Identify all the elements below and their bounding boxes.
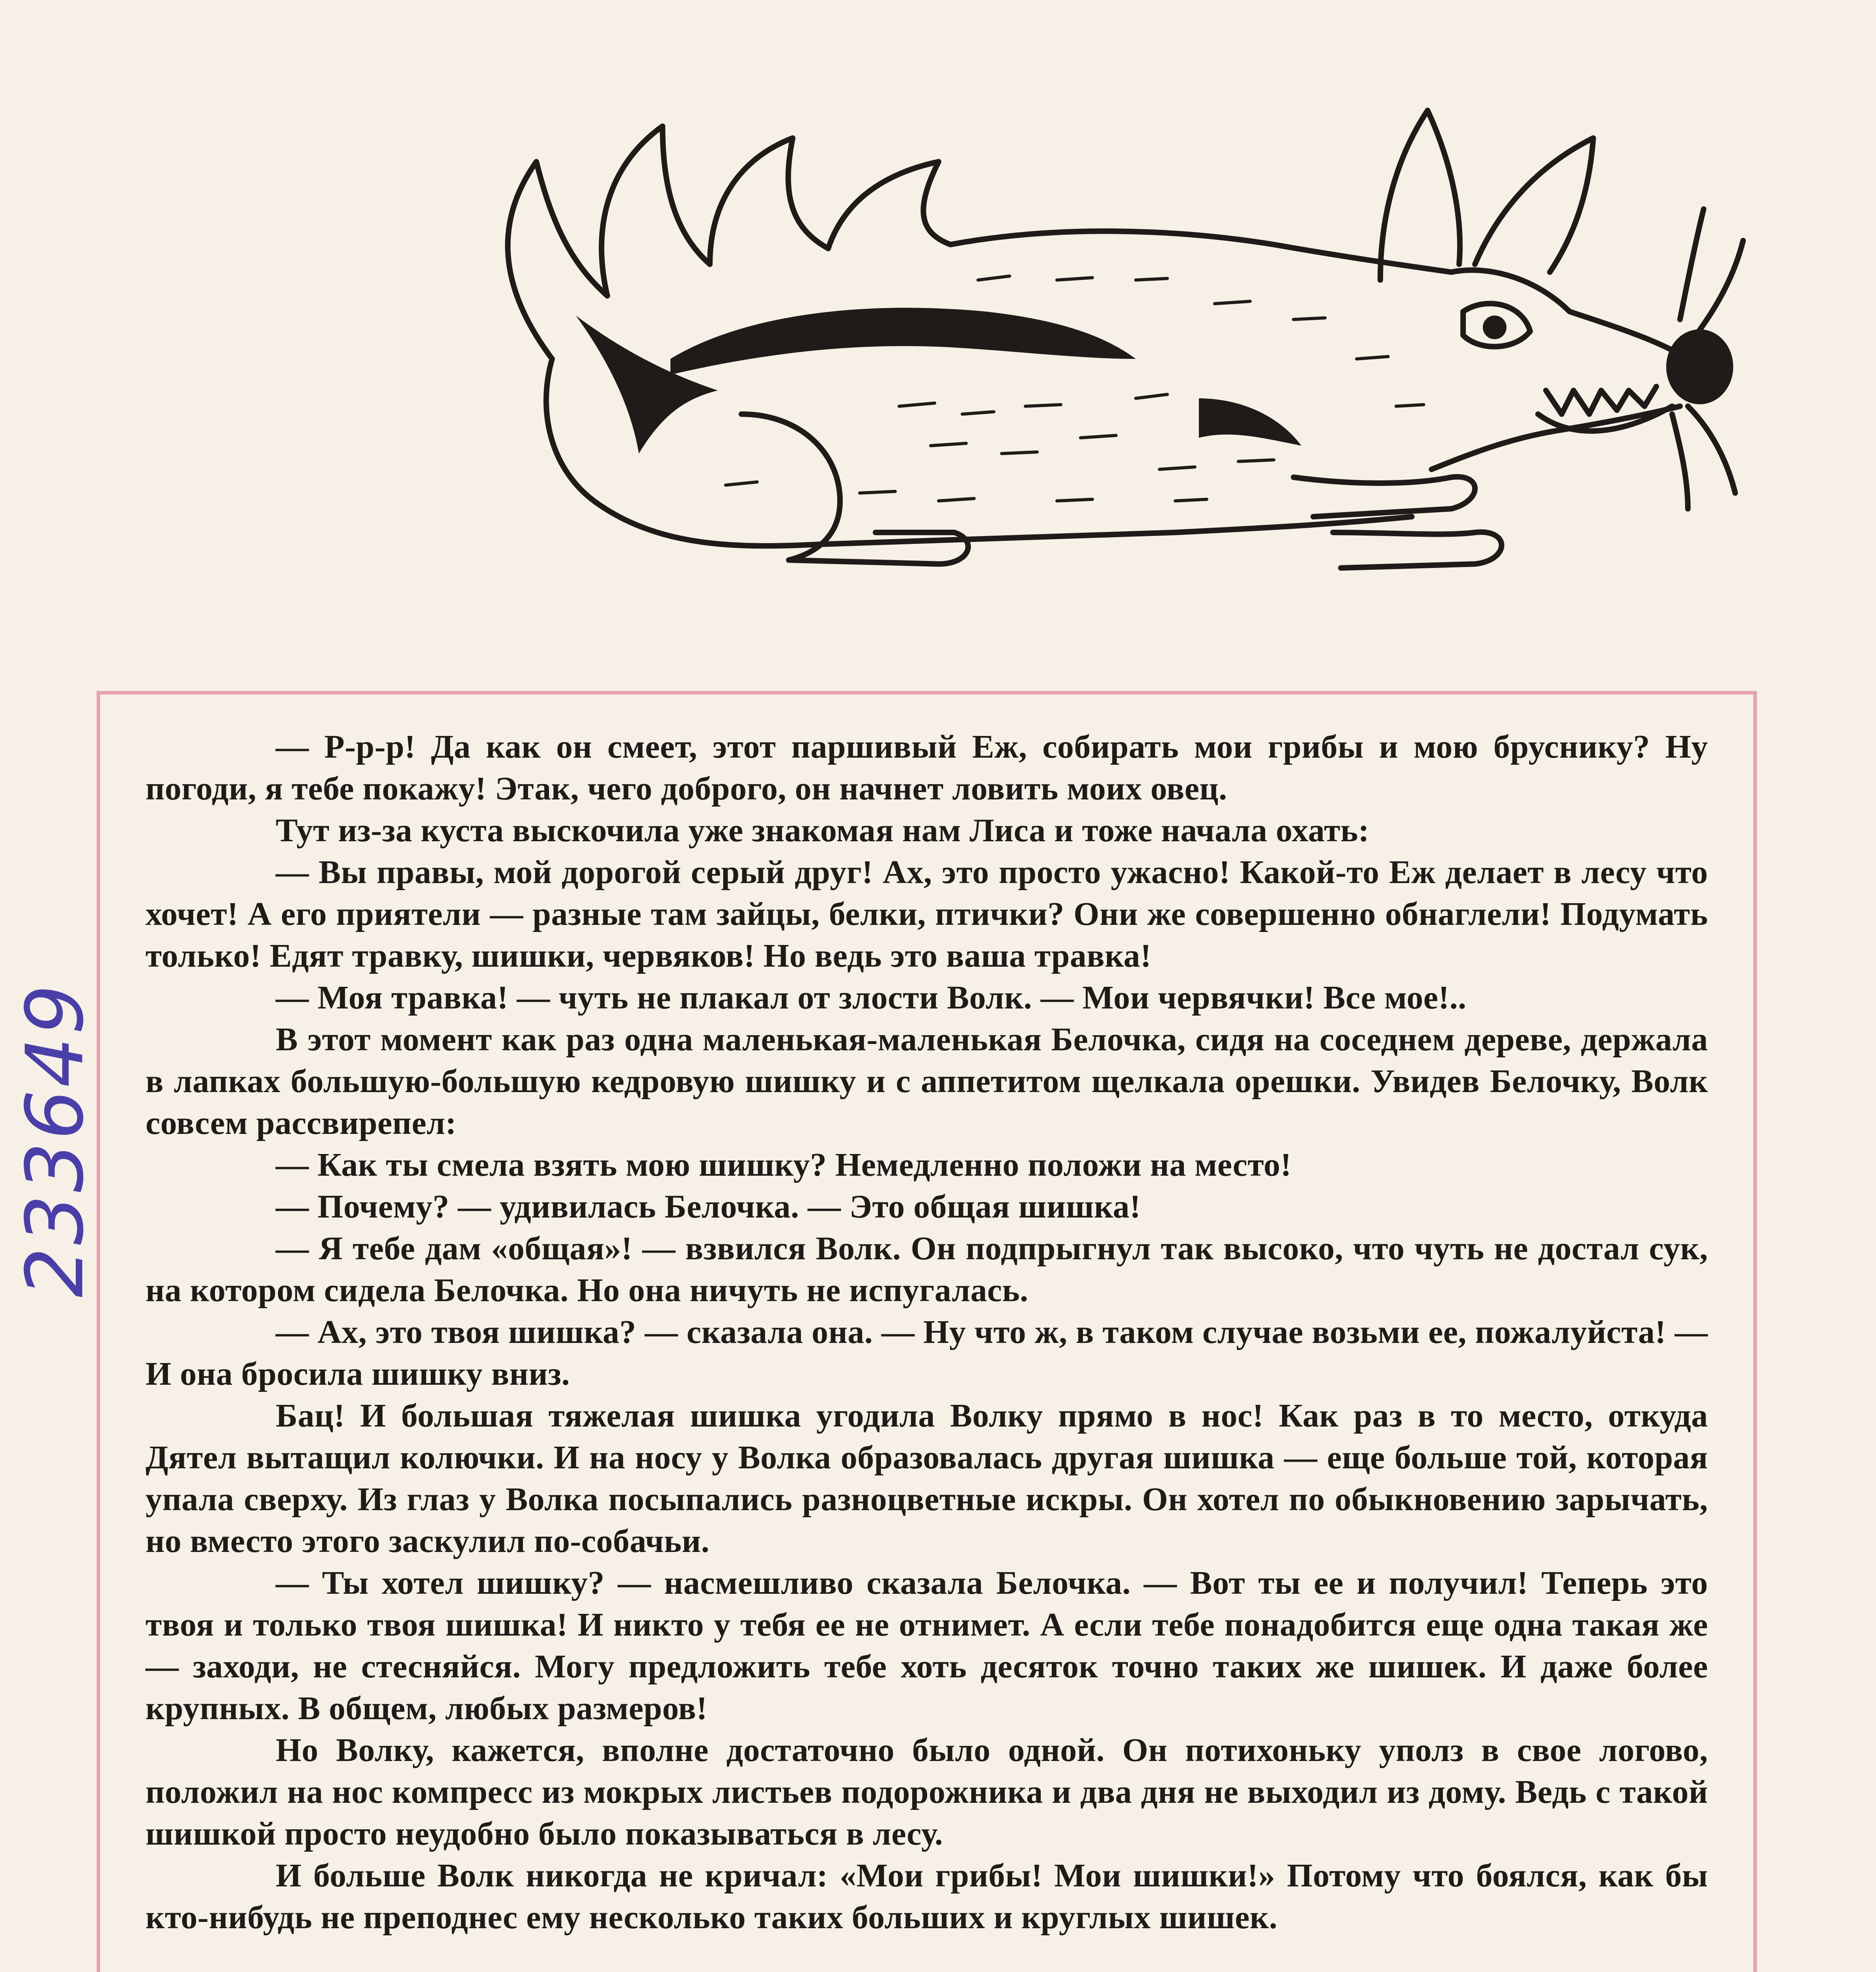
- paragraph: — Ах, это твоя шишка? — сказала она. — Ну что ж, в таком случае возьми ее, пожалуйста! — И она бросила шишку вниз.: [146, 1314, 1708, 1392]
- wolf-eye: [1483, 316, 1506, 339]
- paragraph: — Я тебе дам «общая»! — взвился Волк. Он подпрыгнул так высоко, что чуть не достал сук, на котором сидела Белочка. Но она ничуть не испугалась.: [146, 1230, 1708, 1309]
- paragraph: — Р-р-р! Да как он смеет, этот паршивый Еж, собирать мои грибы и мою бруснику? Ну погоди, я тебе покажу! Этак, чего доброго, он начнет ловить моих овец.: [146, 728, 1708, 807]
- paragraph: Бац! И большая тяжелая шишка угодила Волку прямо в нос! Как раз в то место, откуда Дятел вытащил колючки. И на носу у Волка образовалась другая шишка — еще больше той, которая упала сверху. Из глаз у Волка посыпались разноцветные искры. Он хотел по обыкновению зарычать, но вместо этого заскулил по-собачьи.: [146, 1397, 1708, 1559]
- paragraph: В этот момент как раз одна маленькая-маленькая Белочка, сидя на соседнем дереве, держала в лапках большую-большую кедровую шишку и с аппетитом щелкала орешки. Увидев Белочку, Волк совсем рассвирепел:: [146, 1021, 1708, 1141]
- paragraph: — Ты хотел шишку? — насмешливо сказала Белочка. — Вот ты ее и получил! Теперь это твоя и только твоя шишка! И никто у тебя ее не отнимет. А если тебе понадобится еще одна такая же — заходи, не стесняйся. Могу предложить тебе хоть десяток точно таких же шишек. И даже более крупных. В общем, любых размеров!: [146, 1565, 1708, 1727]
- wolf-drawing: [386, 59, 1759, 651]
- paragraph: Но Волку, кажется, вполне достаточно было одной. Он потихоньку уполз в свое логово, положил на нос компресс из мокрых листьев подорожника и два дня не выходил из дому. Ведь с такой шишкой просто неудобно было показываться в лесу.: [146, 1732, 1708, 1852]
- story-text: [146, 726, 1708, 1938]
- inventory-stamp: [8, 962, 103, 1317]
- paragraph: И больше Волк никогда не кричал: «Мои грибы! Мои шишки!» Потому что боялся, как бы кто-нибудь не преподнес ему несколько таких больших и круглых шишек.: [146, 1857, 1708, 1936]
- wolf-illustration: [386, 59, 1759, 651]
- story-frame: [97, 691, 1757, 1972]
- fur-band: [670, 308, 1136, 375]
- paragraph: — Почему? — удивилась Белочка. — Это общая шишка!: [276, 1188, 1141, 1225]
- paragraph: — Вы правы, мой дорогой серый друг! Ах, это просто ужасно! Какой-то Еж делает в лесу что хочет! А его приятели — разные там зайцы, белки, птички? Они же совершенно обнаглели! Подумать только! Едят травку, шишки, червяков! Но ведь это ваша травка!: [146, 854, 1708, 974]
- paragraph: Тут из-за куста выскочила уже знакомая нам Лиса и тоже начала охать:: [276, 812, 1370, 849]
- paragraph: — Как ты смела взять мою шишку? Немедленно положи на место!: [276, 1147, 1292, 1183]
- wolf-nose: [1666, 329, 1733, 404]
- paragraph: — Моя травка! — чуть не плакал от злости Волк. — Мои червячки! Все мое!..: [276, 979, 1467, 1016]
- inventory-number: 233649: [9, 982, 101, 1298]
